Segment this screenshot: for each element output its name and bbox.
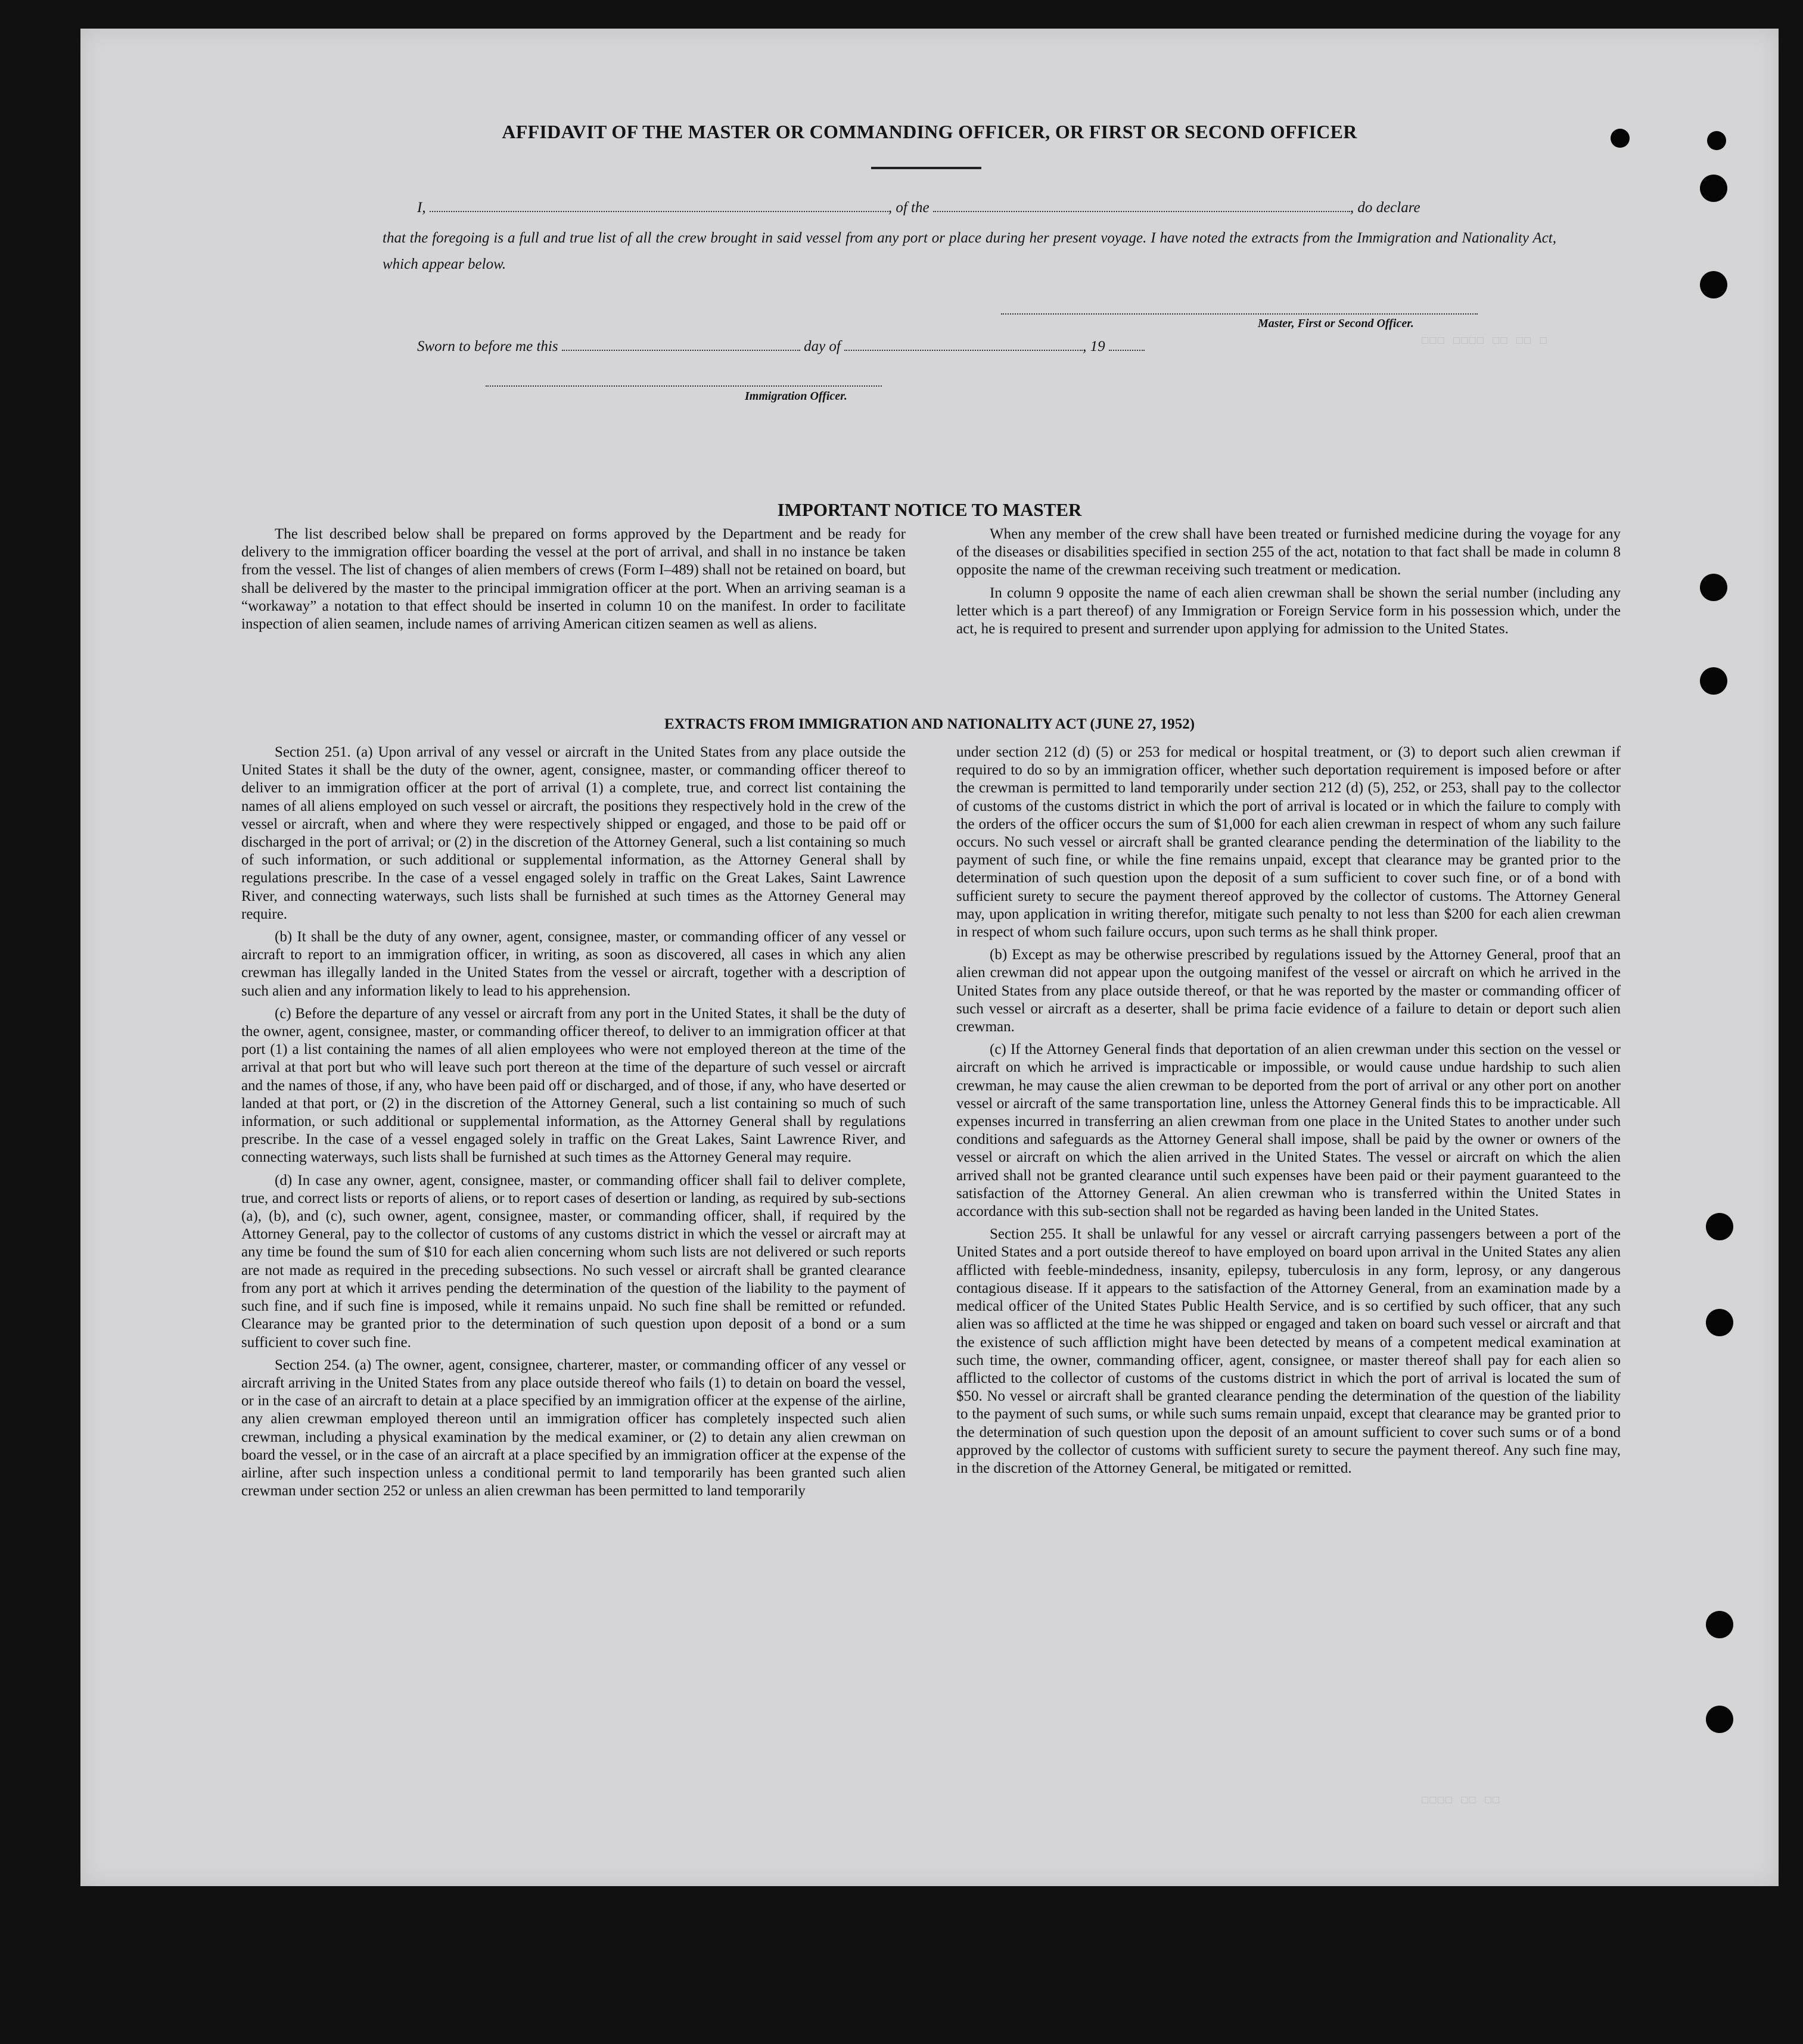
extracts-right-column [956, 743, 1621, 1482]
section-251b: (b) It shall be the duty of any owner, agent, consignee, master, or commanding officer of any vessel or aircraft to report to an immigration officer, in writing, as soon as discovered, all cases in which any alien crewman has illegally landed in the United States from the vessel or aircraft, together with a description of such alien and any information likely to lead to his apprehension. [241, 929, 906, 999]
punch-hole [1700, 271, 1727, 298]
affidavit-statement: that the foregoing is a full and true list of all the crew brought in said vessel from any port or place during her present voyage. I have noted the extracts from the Immigration and Nationality Act, which appear below. [383, 230, 1556, 272]
bleed-through-text: ☐ ☐☐ ☐☐ ☐☐☐☐ ☐☐☐ [1421, 333, 1547, 348]
sworn-line [417, 338, 1145, 355]
section-251c: (c) Before the departure of any vessel or aircraft from any port in the United States, it shall be the duty of the owner, agent, consignee, master, or commanding officer thereof, to deliver to an immigration officer at that port (1) a list containing the names of all alien employees who were not employed thereon at the time of the arrival at that port but who will leave such port thereon at the time of the departure of such vessel or aircraft and the names of those, if any, who have been paid off or discharged, and of those, if any, who have deserted or landed at that port, or (2) in the discretion of the Attorney General, such a list containing so much of such information, or such additional or supplemental information, as the Attorney General shall by regulations prescribe. In the case of a vessel engaged solely in traffic on the Great Lakes, Saint Lawrence River, and connecting waterways, such lists shall be furnished at such times as the Attorney General may require. [241, 1005, 906, 1166]
of-the-label: , of the [888, 200, 930, 216]
punch-hole [1611, 129, 1630, 148]
extracts-left-column [241, 743, 906, 1505]
notice-right-column [956, 525, 1621, 643]
sworn-label: Sworn to before me this [417, 338, 558, 354]
paper-sheet [80, 29, 1779, 1886]
notice-paragraph: When any member of the crew shall have been treated or furnished medicine during the voyage for any of the diseases or disabilities specified in section 255 of the act, notation to that fact shall be made in column 8 opposite the name of the crewman receiving such treatment or medication. [956, 526, 1621, 578]
immigration-officer-label: Immigration Officer. [745, 390, 847, 403]
master-signature-label: Master, First or Second Officer. [1258, 317, 1414, 330]
master-signature-line[interactable] [1001, 313, 1478, 315]
punch-hole [1700, 574, 1727, 601]
vessel-blank[interactable] [933, 200, 1350, 212]
sworn-year-blank[interactable] [1109, 339, 1145, 351]
immigration-officer-signature-line[interactable] [486, 385, 882, 387]
section-254b: (b) Except as may be otherwise prescribed by regulations issued by the Attorney General, proof that an alien crewman did not appear upon the outgoing manifest of the vessel or aircraft on which he arrived in the United States from any place outside thereof, or that he was reported by the master or commanding officer of such vessel or aircraft as a deserter, shall be prima facie evidence of a failure to detain or deport such alien crewman. [956, 947, 1621, 1035]
name-blank[interactable] [430, 200, 888, 212]
punch-hole [1706, 1611, 1733, 1638]
section-255: Section 255. It shall be unlawful for any vessel or aircraft carrying passengers between a port of the United States and a port outside thereof to have employed on board upon arrival in the United States any alien afflicted with feeble-mindedness, insanity, epilepsy, tuberculosis in any form, leprosy, or any dangerous contagious disease. If it appears to the satisfaction of the Attorney General, from an examination made by a medical officer of the United States Public Health Service, and is so certified by such officer, that any such alien was so afflicted at the time he was shipped or engaged and taken on board such vessel or aircraft and that the existence of such affliction might have been detected by means of a competent medical examination at such time, the owner, commanding officer, agent, consignee, or master thereof shall pay for each alien so afflicted to the collector of customs of the customs district in which the port of arrival is located the sum of $50. No vessel or aircraft shall be granted clearance pending the determination of the question of the liability to the payment of such sums, or while such sums remain unpaid, except that clearance may be granted prior to the determination of such question upon the deposit of an amount sufficient to cover such sums or of a bond approved by the collector of customs with sufficient surety to secure the payment thereof. Any such fine may, in the discretion of the Attorney General, be mitigated or remitted. [956, 1226, 1621, 1476]
notice-left-column [241, 525, 906, 638]
punch-hole [1707, 131, 1726, 150]
day-of-label: day of [804, 338, 841, 354]
punch-hole [1706, 1213, 1733, 1240]
section-251d: (d) In case any owner, agent, consignee, master, or commanding officer shall fail to deliver complete, true, and correct lists or reports of aliens, or to report cases of desertion or landing, as required by sub-sections (a), (b), and (c), such owner, agent, consignee, master, or commanding officer, shall, if required by the Attorney General, pay to the collector of customs of any customs district in which the vessel or aircraft may at any time be found the sum of $10 for each alien concerning whom such lists are not delivered or such reports are not made as required in the preceding subsections. No such vessel or aircraft shall be granted clearance from any port at which it arrives pending the determination of the question of the liability to the payment of such fine, and if such fine is imposed, while it remains unpaid. No such fine shall be remitted or refunded. Clearance may be granted prior to the determination of such question upon deposit of a bond or a sum sufficient to cover such fine. [241, 1172, 906, 1351]
notice-paragraph: The list described below shall be prepared on forms approved by the Department and be ready for delivery to the immigration officer boarding the vessel at the port of arrival, and shall in no instance be taken from the vessel. The list of changes of alien members of crews (Form I–489) shall not be retained on board, but shall be delivered by the master to the principal immigration officer at the port. When an arriving seaman is a “workaway” a notation to that effect should be inserted in column 10 on the manifest. In order to facilitate inspection of alien seamen, include names of arriving American citizen seamen as well as aliens. [241, 526, 906, 633]
sworn-day-blank[interactable] [562, 339, 800, 351]
punch-hole [1700, 667, 1727, 695]
section-254a-cont: under section 212 (d) (5) or 253 for medical or hospital treatment, or (3) to deport such alien crewman if required to do so by an immigration officer, whether such deportation requirement is imposed before or after the crewman is permitted to land temporarily under section 212 (d) (5), 252, or 253, shall pay to the collector of customs of the customs district in which the port of arrival is located or in which the failure to comply with the orders of the officer occurs the sum of $1,000 for each alien crewman in respect of whom any such failure occurs. No such vessel or aircraft shall be granted clearance pending the determination of the liability to the payment of such fine, or while the fine remains unpaid, except that clearance may be granted prior to the determination of such question upon the deposit of a sum sufficient to cover such fine, or of a bond with sufficient surety to secure the payment thereof approved by the collector of customs. The Attorney General may, upon application in writing therefor, mitigate such penalty to not less than $200 for each alien crewman in respect of whom such failure occurs, upon such terms as he shall think proper. [956, 744, 1621, 941]
section-254a: Section 254. (a) The owner, agent, consignee, charterer, master, or commanding officer of any vessel or aircraft arriving in the United States from any place outside thereof who fails (1) to detain on board the vessel, or in the case of an aircraft to detain at a place specified by an immigration officer at the expense of the airline, any alien crewman employed thereon until an immigration officer has completely inspected such alien crewman, including a physical examination by the medical examiner, or (2) to detain any alien crewman on board the vessel, or in the case of an aircraft at a place specified by an immigration officer at the expense of the airline, after such inspection unless a conditional permit to land temporarily has been granted such alien crewman under section 252 or unless an alien crewman has been permitted to land temporarily [241, 1357, 906, 1499]
section-251a: Section 251. (a) Upon arrival of any vessel or aircraft in the United States from any place outside the United States it shall be the duty of the owner, agent, consignee, master, or commanding officer thereof to deliver to an immigration officer at the port of arrival (1) a complete, true, and correct list containing the names of all aliens employed on such vessel or aircraft, the positions they respectively hold in the crew of the vessel or aircraft, when and where they were respectively shipped or engaged, and those to be paid off or discharged in the port of arrival; or (2) in the discretion of the Attorney General, such a list containing so much of such information, or such additional or supplemental information, as the Attorney General shall by regulations prescribe. In the case of a vessel engaged solely in traffic on the Great Lakes, Saint Lawrence River, and connecting waterways, such lists shall be furnished at such times as the Attorney General may require. [241, 744, 906, 922]
notice-title: IMPORTANT NOTICE TO MASTER [777, 499, 1082, 520]
title-rule [871, 167, 981, 169]
extracts-title: EXTRACTS FROM IMMIGRATION AND NATIONALITY ACT (JUNE 27, 1952) [664, 716, 1195, 732]
bleed-through-text: ☐☐ ☐☐ ☐☐☐☐ [1421, 1793, 1500, 1807]
affidavit-title: AFFIDAVIT OF THE MASTER OR COMMANDING OFFICER, OR FIRST OR SECOND OFFICER [502, 121, 1357, 142]
punch-hole [1706, 1309, 1733, 1336]
sworn-month-blank[interactable] [844, 339, 1083, 351]
year-label: , 19 [1083, 338, 1105, 354]
section-254c: (c) If the Attorney General finds that deportation of an alien crewman under this section on the vessel or aircraft on which he arrived is impracticable or impossible, or would cause undue hardship to such alien crewman, he may cause the alien crewman to be deported from the port of arrival or any other port on another vessel or aircraft of the same transportation line, unless the Attorney General finds this to be impracticable. All expenses incurred in transferring an alien crewman from one place in the United States to another under such conditions and safeguards as the Attorney General shall impose, shall be paid by the owner or owners of the vessel or aircraft on which the alien arrived in the United States. The vessel or aircraft on which the alien arrived shall not be granted clearance until such expenses have been paid or their payment guaranteed to the satisfaction of the Attorney General. An alien crewman who is transferred within the United States in accordance with this sub-section shall not be regarded as having been landed in the United States. [956, 1041, 1621, 1220]
i-label: I, [417, 200, 426, 216]
punch-hole [1706, 1706, 1733, 1733]
punch-hole [1700, 175, 1727, 202]
do-declare-label: , do declare [1350, 200, 1420, 216]
notice-paragraph: In column 9 opposite the name of each alien crewman shall be shown the serial number (including any letter which is a part thereof) of any Immigration or Foreign Service form in his possession which, under the act, he is required to present and surrender upon applying for admission to the United States. [956, 584, 1621, 637]
declaration-line [417, 200, 1420, 216]
